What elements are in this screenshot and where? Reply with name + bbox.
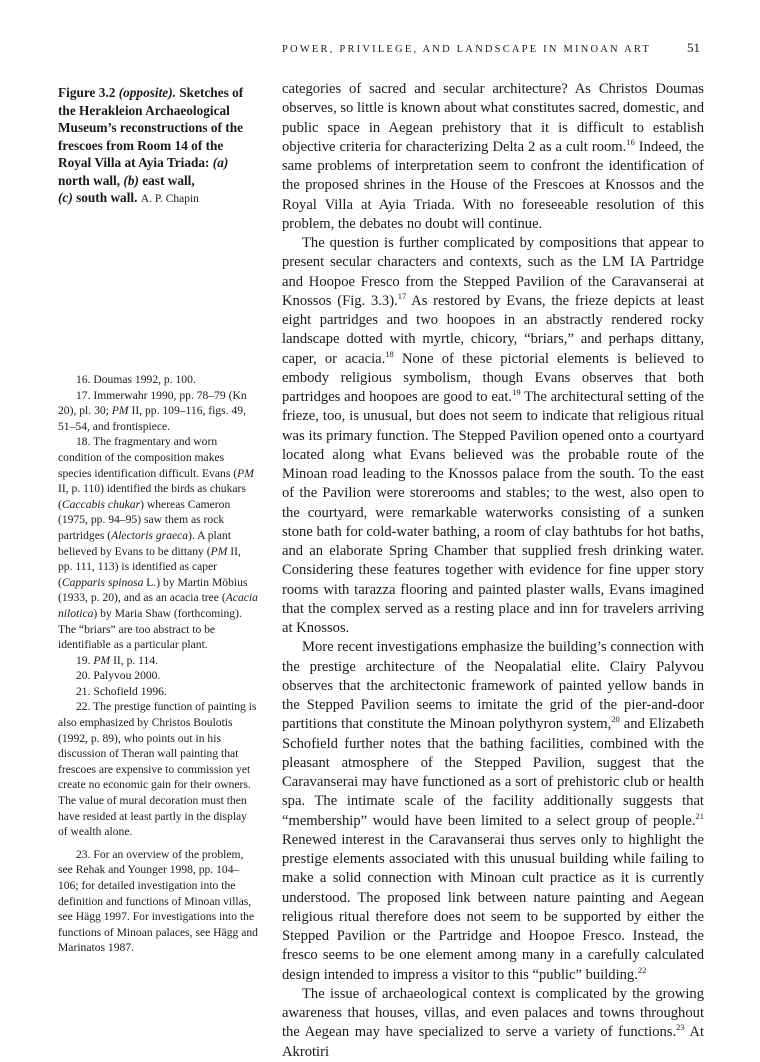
caption-part-c: south wall.: [76, 190, 138, 205]
page-number: 51: [687, 40, 700, 55]
footnote-ref-17: 17: [397, 290, 407, 301]
running-title: POWER, PRIVILEGE, AND LANDSCAPE IN MINOAN ART: [282, 44, 652, 55]
footnote-ref-20: 20: [611, 714, 620, 725]
paragraph-1: categories of sacred and secular architecture? As Christos Doumas observes, so little is known about what constitutes sacred, domestic, and public space in Aegean prehistory that it is difficult to establish objective criteria for characterizing Delta 2 as a cult room.$^{16}$ Indeed, the same problems of interpretation seem to confront the identification of the proposed shrines in the House of the Frescoes at Knossos and the Royal Villa at Ayia Triada. With no foreseeable resolution of this problem, the debates no doubt will continue.: [282, 81, 704, 232]
footnote-ref-16: 16: [626, 136, 635, 147]
endnotes: [58, 372, 258, 956]
figure-caption: [58, 84, 256, 209]
caption-credit: A. P. Chapin: [140, 193, 199, 205]
caption-text: Sketches of the Herakleion Archaeological Museum’s reconstructions of the frescoes from Room 14 of the Royal Villa at Ayia Triada:: [58, 85, 244, 170]
note-20: 20. Palyvou 2000.: [76, 669, 161, 683]
footnote-ref-22: 22: [637, 964, 647, 975]
note-16: 16. Doumas 1992, p. 100.: [76, 373, 196, 386]
footnote-ref-19: 19: [512, 387, 521, 398]
caption-part-b: east wall,: [142, 172, 195, 188]
paragraph-3: More recent investigations emphasize the building’s connection with the prestige architecture of the Neopalatial elite. Clairy Palyvou observes that the architectonic framework of painted yellow bands in the Stepped Pavilion seems to imitate the grid of the pier-and-door partitions that constitute the Minoan polythyron system,$^{20}$ and Elizabeth Schofield further notes that the bathing facilities, combined with the pleasant atmosphere of the Stepped Pavilion, suggest that the Caravanserai may have functioned as a sort of prehistoric club or health spa. The intimate scale of the facility additionally suggests that “membership” would have been limited to a select group of people.$^{21}$ Renewed interest in the Caravanserai thus serves only to highlight the prestige elements associated with this unusual building while failing to make a solid connection with Minoan cult practice as it is currently understood. The proposed link between nature painting and Aegean religious ritual therefore does not seem to be supported by either the Stepped Pavilion or the Partridge and Hoopoe Fresco. Instead, the fresco seems to be one element among many in a carefully calculated design intended to impress a visitor to this “public” building.$^{22}$: [282, 639, 704, 983]
footnote-ref-18: 18: [385, 348, 394, 359]
caption-part-a-label: (a): [212, 155, 229, 170]
footnote-ref-23: 23: [676, 1022, 685, 1033]
note-19: 19. PM II, p. 114.: [76, 653, 159, 667]
note-21: 21. Schofield 1996.: [76, 684, 167, 698]
footnote-ref-21: 21: [695, 810, 704, 821]
caption-label-opposite: (opposite).: [118, 85, 176, 100]
caption-part-c-label: (c): [58, 190, 73, 205]
running-head: [282, 40, 700, 56]
main-text: [282, 80, 704, 1062]
paragraph-2: The question is further complicated by compositions that appear to present secular characters and contexts, such as the LM IA Partridge and Hoopoe Fresco from the Stepped Pavilion of the Caravanserai at Knossos (Fig. 3.3).$^{17}$ As restored by Evans, the frieze depicts at least eight partridges and two hoopoes in an abstractly rendered rocky landscape dotted with myrtle, chicory, “briars,” and perhaps dittany, caper, or acacia.$^{18}$ None of these pictorial elements is believed to embody religious symbolism, though Evans observes that both partridges and hoopoes are good to eat.$^{19}$ The architectural setting of the frieze, too, is unusual, but does not seem to indicate that religious ritual was its primary function. The Stepped Pavilion opened onto a courtyard located along what Evans believed was the probable route of the Minoan road leading to the Knossos palace from the south. To the east of the Pavilion were storerooms and stables; to the west, also open to the courtyard, were remarkable waterworks consisting of a sunken stone bath for cold-water bathing, a room of clay bathtubs for hot baths, and an elaborate Spring Chamber that supplied fresh drinking water. Considering these features together with evidence for fine upper story rooms with tarazza flooring and painted plaster walls, Evans imagined that the complex served as a resting place and inn for travelers arriving at Knossos.: [282, 235, 704, 636]
caption-label: Figure 3.2: [58, 85, 116, 100]
paragraph-4: The issue of archaeological context is complicated by the growing awareness that houses, villas, and even palaces and towns throughout the Aegean may have specialized to serve a variety of functions.$^{23}$ At Akrotiri: [282, 985, 705, 1060]
caption-part-a: north wall,: [58, 172, 121, 188]
note-22: 22. The prestige function of painting is also emphasized by Christos Boulotis (1992, p. 89), who points out in his discussion of Theran wall painting that frescoes are expensive to commission yet create no economic gain for their owners. The value of mural decoration must then have resided at least partly in the display of wealth alone.: [58, 700, 257, 839]
note-17: 17. Immerwahr 1990, pp. 78–79 (Kn 20), pl. 30; PM II, pp. 109–116, figs. 49, 51–54, and frontispiece.: [58, 388, 247, 433]
caption-part-b-label: (b): [123, 172, 139, 188]
note-23: 23. For an overview of the problem, see Rehak and Younger 1998, pp. 104–106; for detailed investigation into the definition and functions of Minoan villas, see Hägg 1997. For investigations into the functions of Minoan palaces, see Hägg and Marinatos 1987.: [58, 847, 258, 955]
note-18: 18. The fragmentary and worn condition of the composition makes species identification difficult. Evans (PM II, p. 110) identified the birds as chukars (Caccabis chukar) whereas Cameron (1975, pp. 94–95) saw them as rock partridges (Alectoris graeca). A plant believed by Evans to be dittany (PM II, pp. 111, 113) is identified as caper (Capparis spinosa L.) by Martin Möbius (1933, p. 20), and as an acacia tree (Acacia nilotica) by Maria Shaw (forthcoming). The “briars” are too abstract to be identifiable as a particular plant.: [58, 435, 258, 652]
